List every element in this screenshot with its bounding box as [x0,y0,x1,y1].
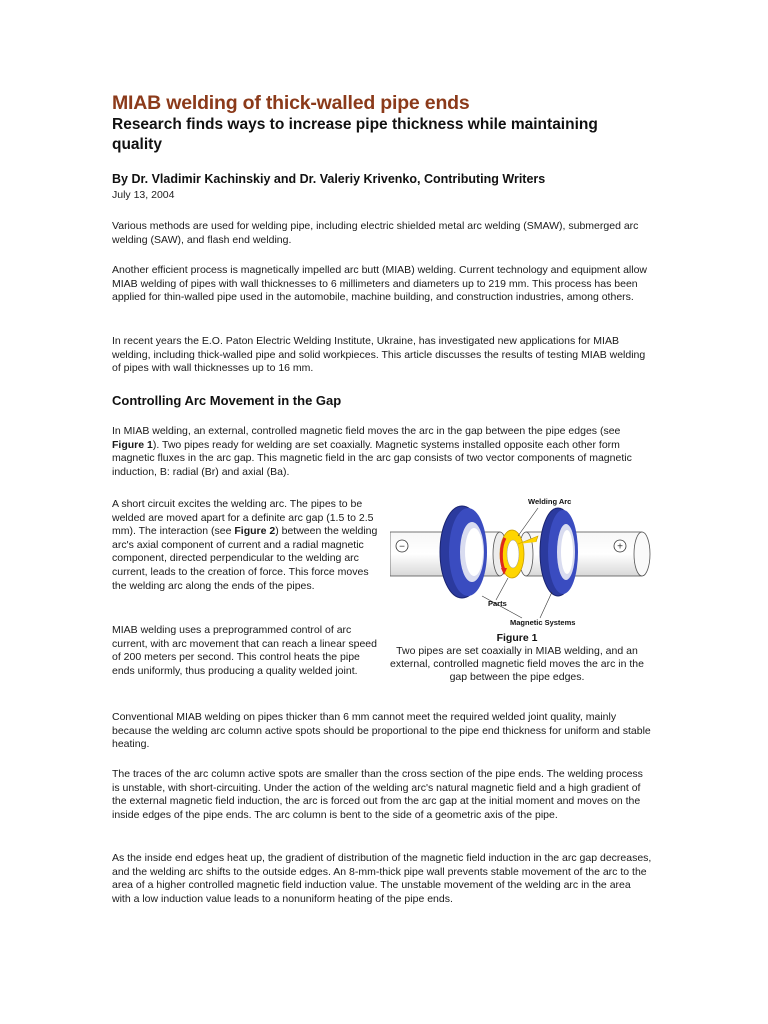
paragraph-7: Conventional MIAB welding on pipes thicker than 6 mm cannot meet the required welded joint quality, mainly because the welding arc column active spots should be proportional to the pipe end thickness for uniform and stable heating. [112,711,651,751]
plus-sign: + [617,541,623,553]
article-subtitle: Research finds ways to increase pipe thickness while maintaining quality [112,116,598,153]
magnetic-systems-leader-right [540,592,552,618]
paragraph-1: Various methods are used for welding pipe, including electric shielded metal arc welding (SMAW), submerged arc welding (SAW), and flash end welding. [112,220,639,246]
byline: By Dr. Vladimir Kachinskiy and Dr. Valeriy Krivenko, Contributing Writers [112,172,546,186]
figure-2-link[interactable]: Figure 2 [234,525,276,538]
paragraph-2: Another efficient process is magnetically impelled arc butt (MIAB) welding. Current technology and equipment allow MIAB welding of pipes with wall thicknesses to 6 millimeters and diameters up to 219 mm. This process has been applied for thin-walled pipe used in the automobile, machine building, and construction industries, among others. [112,264,647,304]
paragraph-3: In recent years the E.O. Paton Electric Welding Institute, Ukraine, has investigated new applications for MIAB welding, including thick-walled pipe and solid workpieces. This article discusses the results of testing MIAB welding of pipes with wall thicknesses up to 16 mm. [112,335,646,375]
section-heading: Controlling Arc Movement in the Gap [112,393,342,408]
minus-sign: − [399,541,405,553]
paragraph-5-text-a: A short circuit excites the welding arc. The pipes to be welded are moved apart for a definite arc gap (1.5 to 2.5 mm). The interaction (see [112,498,374,538]
magnetic-systems-label: Magnetic Systems [510,618,576,627]
paragraph-4 [112,425,652,479]
article-title: MIAB welding of thick-walled pipe ends [112,92,470,114]
figure-1-caption-title: Figure 1 [496,632,538,644]
plus-terminal-icon [614,540,626,553]
paragraph-8: The traces of the arc column active spots are smaller than the cross section of the pipe ends. The welding process is unstable, with short-circuiting. Under the action of the welding arc's natural magnetic field and a high gradient of the external magnetic field induction, the arc is forced out from the arc gap at the initial moment and moves on the inside edges of the pipe ends. The arc column is bent to the side of a geometric axis of the pipe. [112,768,643,821]
parts-label: Parts [488,599,507,608]
publish-date: July 13, 2004 [112,189,175,201]
paragraph-9: As the inside end edges heat up, the gradient of distribution of the magnetic field induction in the arc gap decreases, and the welding arc shifts to the outside edges. An 8-mm-thick pipe wall prevents stable movement of the arc to the area of a higher controlled magnetic field induction value. The unstable movement of the welding arc in the area with a low induction value leads to a nonuniform heating of the pipe ends. [112,852,652,905]
left-magnet-ring [440,506,487,598]
right-pipe [519,532,650,576]
paragraph-5 [112,498,378,593]
right-magnet-ring [540,508,578,596]
minus-terminal-icon [396,540,408,553]
welding-arc-label: Welding Arc [528,497,572,506]
paragraph-5-text-b: ) between the welding arc's axial component of current and a radial magnetic component, directed perpendicular to the welding arc current, leads to the creation of force. This force moves the welding arc along the ends of the pipes. [112,525,378,592]
figure-1-link[interactable]: Figure 1 [112,438,153,451]
paragraph-4-text-b: ). Two pipes ready for welding are set coaxially. Magnetic systems installed opposite each other form magnetic fluxes in the arc gap. This magnetic field in the arc gap consists of two vector components of magnetic induction, B: radial (Br) and axial (Ba). [112,438,632,478]
parts-leader [496,578,508,600]
paragraph-4-text-a: In MIAB welding, an external, controlled magnetic field moves the arc in the gap between the pipe edges (see [112,425,621,437]
figure-1-caption: Two pipes are set coaxially in MIAB welding, and an external, controlled magnetic field moves the arc in the gap between the pipe edges. [390,645,644,684]
paragraph-6: MIAB welding uses a preprogrammed control of arc current, with arc movement that can reach a linear speed of 200 meters per second. This control heats the pipe ends uniformly, thus producing a quality welded joint. [112,624,377,677]
